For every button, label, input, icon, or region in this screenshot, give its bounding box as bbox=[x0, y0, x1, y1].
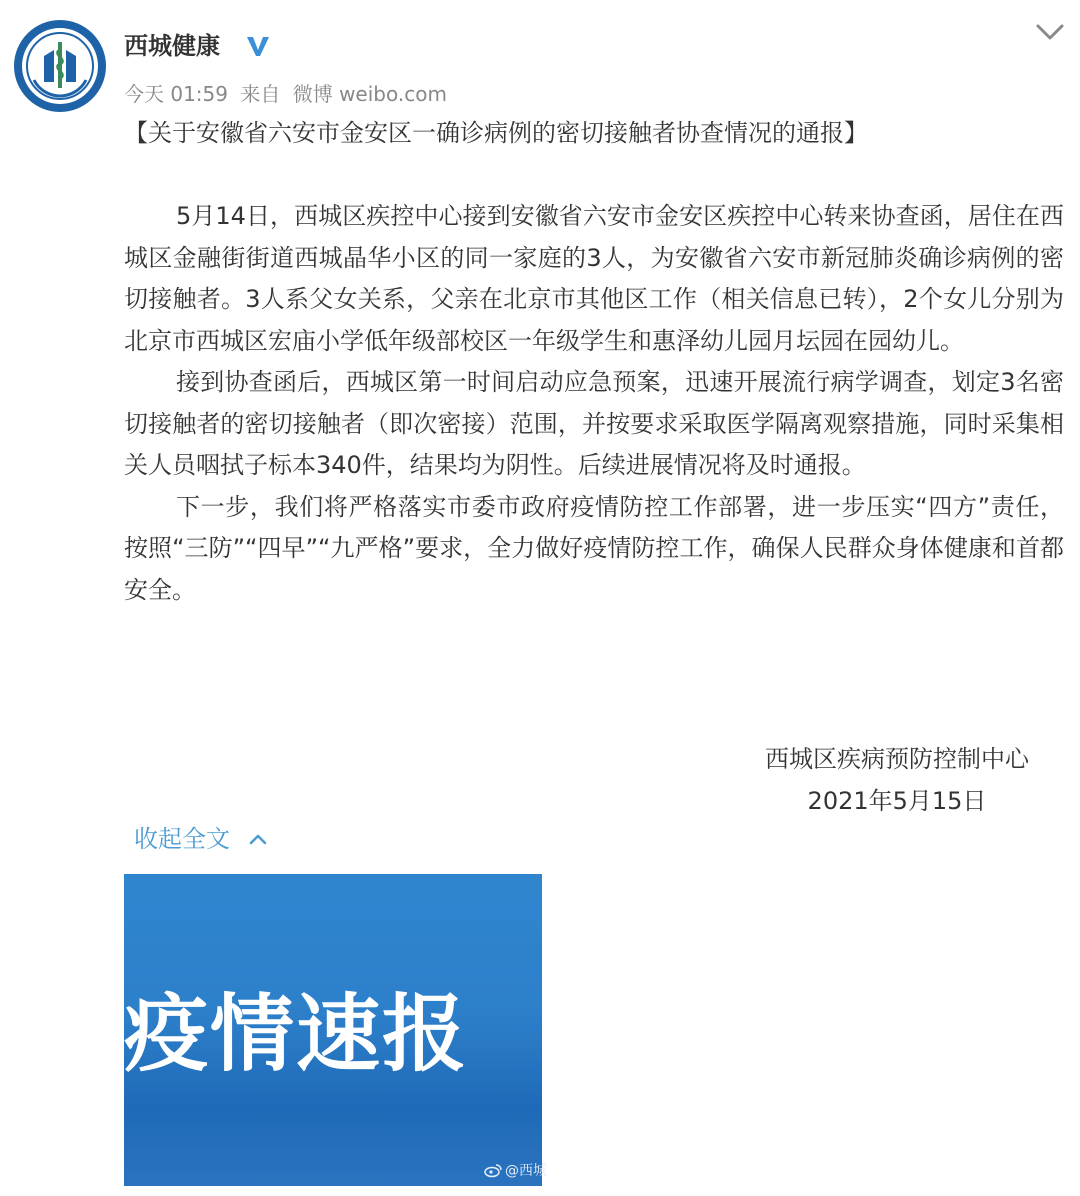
watermark-text: @西城 bbox=[505, 1163, 547, 1179]
post-timestamp: 今天 01:59 bbox=[124, 82, 228, 106]
collapse-label: 收起全文 bbox=[134, 825, 230, 853]
signature bbox=[752, 738, 1042, 822]
post-body bbox=[124, 196, 1064, 611]
chevron-up-icon bbox=[248, 832, 268, 846]
image-headline: 疫情速报 bbox=[124, 984, 469, 1083]
post-paragraph: 下一步，我们将严格落实市委市政府疫情防控工作部署，进一步压实“四方”责任，按照“三防”“四早”“九严格”要求，全力做好疫情防控工作，确保人民群众身体健康和首都安全。 bbox=[124, 492, 1064, 604]
collapse-full-text-link[interactable] bbox=[134, 822, 268, 856]
account-name[interactable]: 西城健康 bbox=[124, 32, 220, 60]
chevron-down-icon[interactable] bbox=[1034, 18, 1066, 46]
post-image[interactable] bbox=[124, 874, 547, 1186]
post-meta bbox=[124, 80, 453, 108]
post-title: 【关于安徽省六安市金安区一确诊病例的密切接触者协查情况的通报】 bbox=[124, 119, 868, 147]
post-source-prefix: 来自 bbox=[240, 82, 281, 106]
avatar[interactable] bbox=[14, 20, 106, 112]
weibo-icon bbox=[484, 1163, 502, 1177]
post-paragraph: 5月14日，西城区疾控中心接到安徽省六安市金安区疾控中心转来协查函，居住在西城区金融街街道西城晶华小区的同一家庭的3人，为安徽省六安市新冠肺炎确诊病例的密切接触者。3人系父女关系，父亲在北京市其他区工作（相关信息已转），2个女儿分别为北京市西城区宏庙小学低年级部校区一年级学生和惠泽幼儿园月坛园在园幼儿。 bbox=[124, 202, 1064, 355]
image-watermark bbox=[484, 1160, 547, 1180]
post-paragraph: 接到协查函后，西城区第一时间启动应急预案，迅速开展流行病学调查，划定3名密切接触者的密切接触者（即次密接）范围，并按要求采取医学隔离观察措施，同时采集相关人员咽拭子标本340件，结果均为阴性。后续进展情况将及时通报。 bbox=[124, 368, 1064, 479]
verified-icon bbox=[246, 34, 270, 58]
signature-date: 2021年5月15日 bbox=[807, 787, 987, 815]
signature-org: 西城区疾病预防控制中心 bbox=[765, 745, 1029, 773]
post-source[interactable]: 微博 weibo.com bbox=[292, 82, 447, 106]
